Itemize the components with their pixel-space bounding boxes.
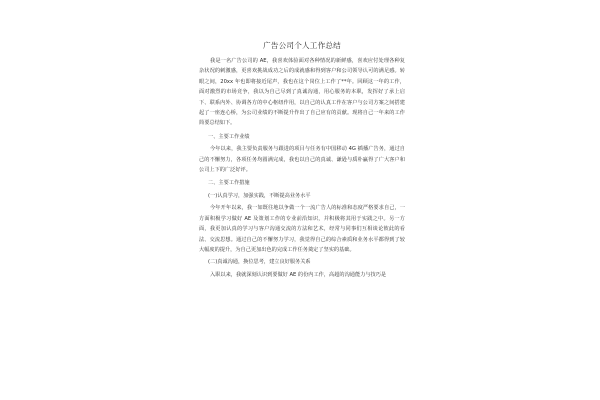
document-body [199, 41, 405, 280]
section1-heading: 一、主要工作业绩 [208, 133, 250, 140]
subsection2-heading: (二)真诚沟通，换位思考，建立良好服务关系 [208, 259, 311, 266]
document-title: 广告公司个人工作总结 [263, 41, 341, 50]
section2-heading: 二、主要工作措施 [208, 180, 250, 187]
subsection1-heading: (一)认真学习，加强实践，不断提高业务水平 [208, 192, 311, 199]
intro-paragraph: 我是一名广告公司的 AE，我喜欢体验面对各种情况的新鲜感，喜欢应付处理各种复杂状况的刺激感，更喜欢挑战成功之后的成就感和得到客户和公司领导认可的满足感。转眼之间，20xx 年也即将接近尾声，我也在这个岗位上工作了**年。回顾这一年的工作，面对激烈的市场竞争，我以为自己尽到了真诚沟通，用心服务的本职，发挥好了承上启下、联系内外、协调各方的中心枢纽作用，以自己的认真工作在客户与公司方案之间搭建起了一座连心桥，为公司业绩的不断提升作出了自己应有的贡献。现将自己一年来的工作简要总结如下。 [199, 58, 405, 127]
subsection2-paragraph: 入职以来，我就深刻认识到要做好 AE 的份内工作，高超的沟通能力与技巧是 [210, 271, 387, 278]
section1-paragraph: 今年以来，我主要负责服务与跟进的项目与任务有中国移动 4G 插播广告务，通过自己的不懈努力，各项任务均圆满完成，我也以自己的真诚、谦逊与质朴赢得了广大客户和公司上下的广泛好评。 [199, 146, 405, 174]
subsection1-paragraph: 今年开年以来，我一如既往地以争做一个一流广告人的标准和态度严格要求自己，一方面积极学习做好 AE 及策划工作的专业前沿知识，并积极将其用于实践之中。另一方面，我更加认真的学习与客户沟通交流的方法和艺术，经常与同事们互相谈论彼此的看法、交流思想。通过自己的不懈努力学习，我觉得自己的综合素质和业务水平都得到了较大幅度的提升，为自己更加出色的完成工作任务奠定了坚实的基础。 [199, 205, 405, 253]
